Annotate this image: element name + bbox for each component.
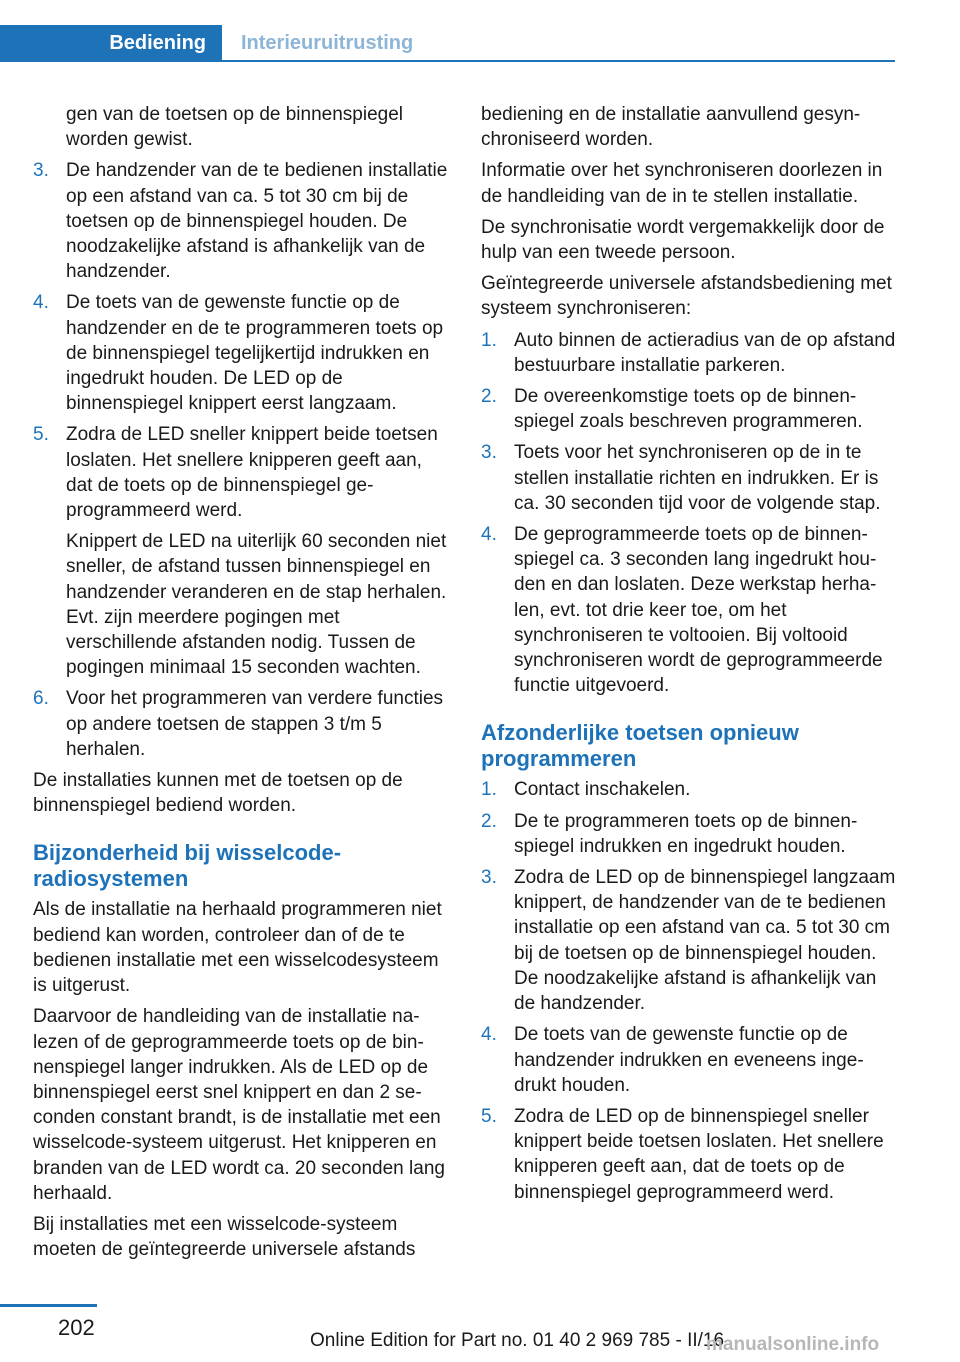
page-number: 202 [58,1315,95,1340]
list-number: 2. [481,386,497,408]
list-number: 3. [481,867,497,889]
list-text: Zodra de LED sneller knippert beide toetsen loslaten. Het snellere knipperen geeft aan, dat de toets op de binnenspiegel geprogrammeerd werd. [66,424,438,522]
list-number: 1. [481,329,497,351]
list-extra-text: Knippert de LED na uiterlijk 60 seconden niet sneller, de afstand tussen binnenspiegel en handzender veranderen en de stap herhalen. Evt. zijn meerdere pogingen met verschillende afstanden nodig. Tussen de pogingen minimaal 15 seconden wachten. [66,531,447,679]
list-text: Auto binnen de actieradius van de op afstand bestuurbare installatie parkeren. [514,329,896,376]
footer-rule [0,1304,97,1307]
paragraph: De installaties kunnen met de toetsen op de binnenspiegel bediend worden. [33,770,403,817]
section-tab-active: Bediening [0,25,222,61]
list-text: De geprogrammeerde toets op de binnenspiegel ca. 3 seconden lang ingedrukt houden en dan loslaten. Deze werkstap herhalen, evt. tot drie keer toe, om het synchroniseren te voltooien. Bij voltooid synchroniseren wordt de geprogrammeerde functie uitgevoerd. [514,524,883,697]
list-text: Voor het programmeren van verdere functies op andere toetsen de stappen 3 t/m 5 herhalen. [66,688,444,760]
list-item [481,384,899,434]
list-text: De toets van de gewenste functie op de handzender indrukken en eveneens ingedrukt houden. [514,1024,864,1096]
paragraph: Als de installatie na herhaald programmeren niet bediend kan worden, controleer dan of de te bedienen installatie met een wisselcodesysteem is uitgerust. [33,899,442,997]
list-number: 4. [481,524,497,546]
header-rule [0,60,895,62]
list-item [481,522,899,698]
list-item [481,809,899,859]
edition-note: Online Edition for Part no. 01 40 2 969 785 - II/16 [310,1330,725,1351]
list-text: Toets voor het synchroniseren op de in te stellen installatie richten en indrukken. Er is ca. 30 seconden tijd voor de volgende stap. [514,442,881,514]
list-number: 1. [481,779,497,801]
programming-steps-list [33,158,451,762]
paragraph: Geïntegreerde universele afstandsbediening met systeem synchroniseren: [481,273,892,320]
list-text: De toets van de gewenste functie op de handzender en de te programmeren toets op de binnenspiegel tegelijkertijd indrukken en ingedrukt houden. De LED op de binnenspiegel knippert eerst langzaam. [66,292,444,415]
list-item [481,865,899,1016]
list-number: 2. [481,810,497,832]
right-column [481,102,899,1211]
list-number: 3. [33,160,49,182]
list-text: De overeenkomstige toets op de binnenspiegel zoals beschreven programmeren. [514,386,863,433]
list-number: 5. [481,1105,497,1127]
sync-steps-list [481,328,899,699]
list-item [33,422,451,680]
list-number: 4. [33,292,49,314]
list-number: 6. [33,688,49,710]
paragraph: Informatie over het synchroniseren doorlezen in de handleiding van de in te stellen installatie. [481,160,883,207]
section-heading: Bijzonderheid bij wisselcode-radiosystemen [33,840,342,891]
list-item [481,1022,899,1098]
list-item [33,290,451,416]
section-tab-inactive: Interieuruitrusting [241,31,414,54]
continued-paragraph: gen van de toetsen op de binnenspiegel worden gewist. [66,104,403,151]
paragraph: bediening en de installatie aanvullend gesynchroniseerd worden. [481,104,861,151]
list-item [481,440,899,516]
reprogram-steps-list [481,777,899,1204]
list-number: 3. [481,442,497,464]
section-heading: Afzonderlijke toetsen opnieuw programmeren [481,720,799,771]
paragraph: De synchronisatie wordt vergemakkelijk door de hulp van een tweede persoon. [481,216,885,264]
list-text: De te programmeren toets op de binnenspiegel indrukken en ingedrukt houden. [514,810,858,857]
list-text: Zodra de LED op de binnenspiegel sneller knippert beide toetsen loslaten. Het snellere knipperen geeft aan, dat de toets op de binnenspiegel geprogrammeerd werd. [514,1105,884,1203]
list-item [481,328,899,378]
list-text: Zodra de LED op de binnenspiegel langzaam knippert, de handzender van de te bedienen installatie op een afstand van ca. 5 tot 30 cm bij de toetsen op de binnenspiegel houden. De noodzakelijke afstand is afhankelijk van de handzender. [514,867,896,1015]
list-item [33,158,451,284]
list-text: Contact inschakelen. [514,779,691,801]
list-number: 4. [481,1024,497,1046]
list-item [33,686,451,762]
paragraph: Bij installaties met een wisselcode-systeem moeten de geïntegreerde universele afstands [33,1213,416,1261]
page-header [0,25,895,63]
left-column [33,102,451,1268]
list-item [481,1104,899,1205]
watermark: manualsonline.info [706,1334,880,1355]
list-number: 5. [33,424,49,446]
list-text: De handzender van de te bedienen installatie op een afstand van ca. 5 tot 30 cm bij de toetsen op de binnenspiegel houden. De noodzakelijke afstand is afhankelijk van de handzender. [66,160,448,283]
paragraph: Daarvoor de handleiding van de installatie nalezen of de geprogrammeerde toets op de binnenspiegel langer indrukken. Als de LED op de binnenspiegel eerst snel knippert en dan 2 seconden constant brandt, is de installatie met een wisselcode-systeem uitgerust. Het knipperen en branden van de LED wordt ca. 20 seconden lang herhaald. [33,1006,445,1204]
list-item [481,777,899,802]
